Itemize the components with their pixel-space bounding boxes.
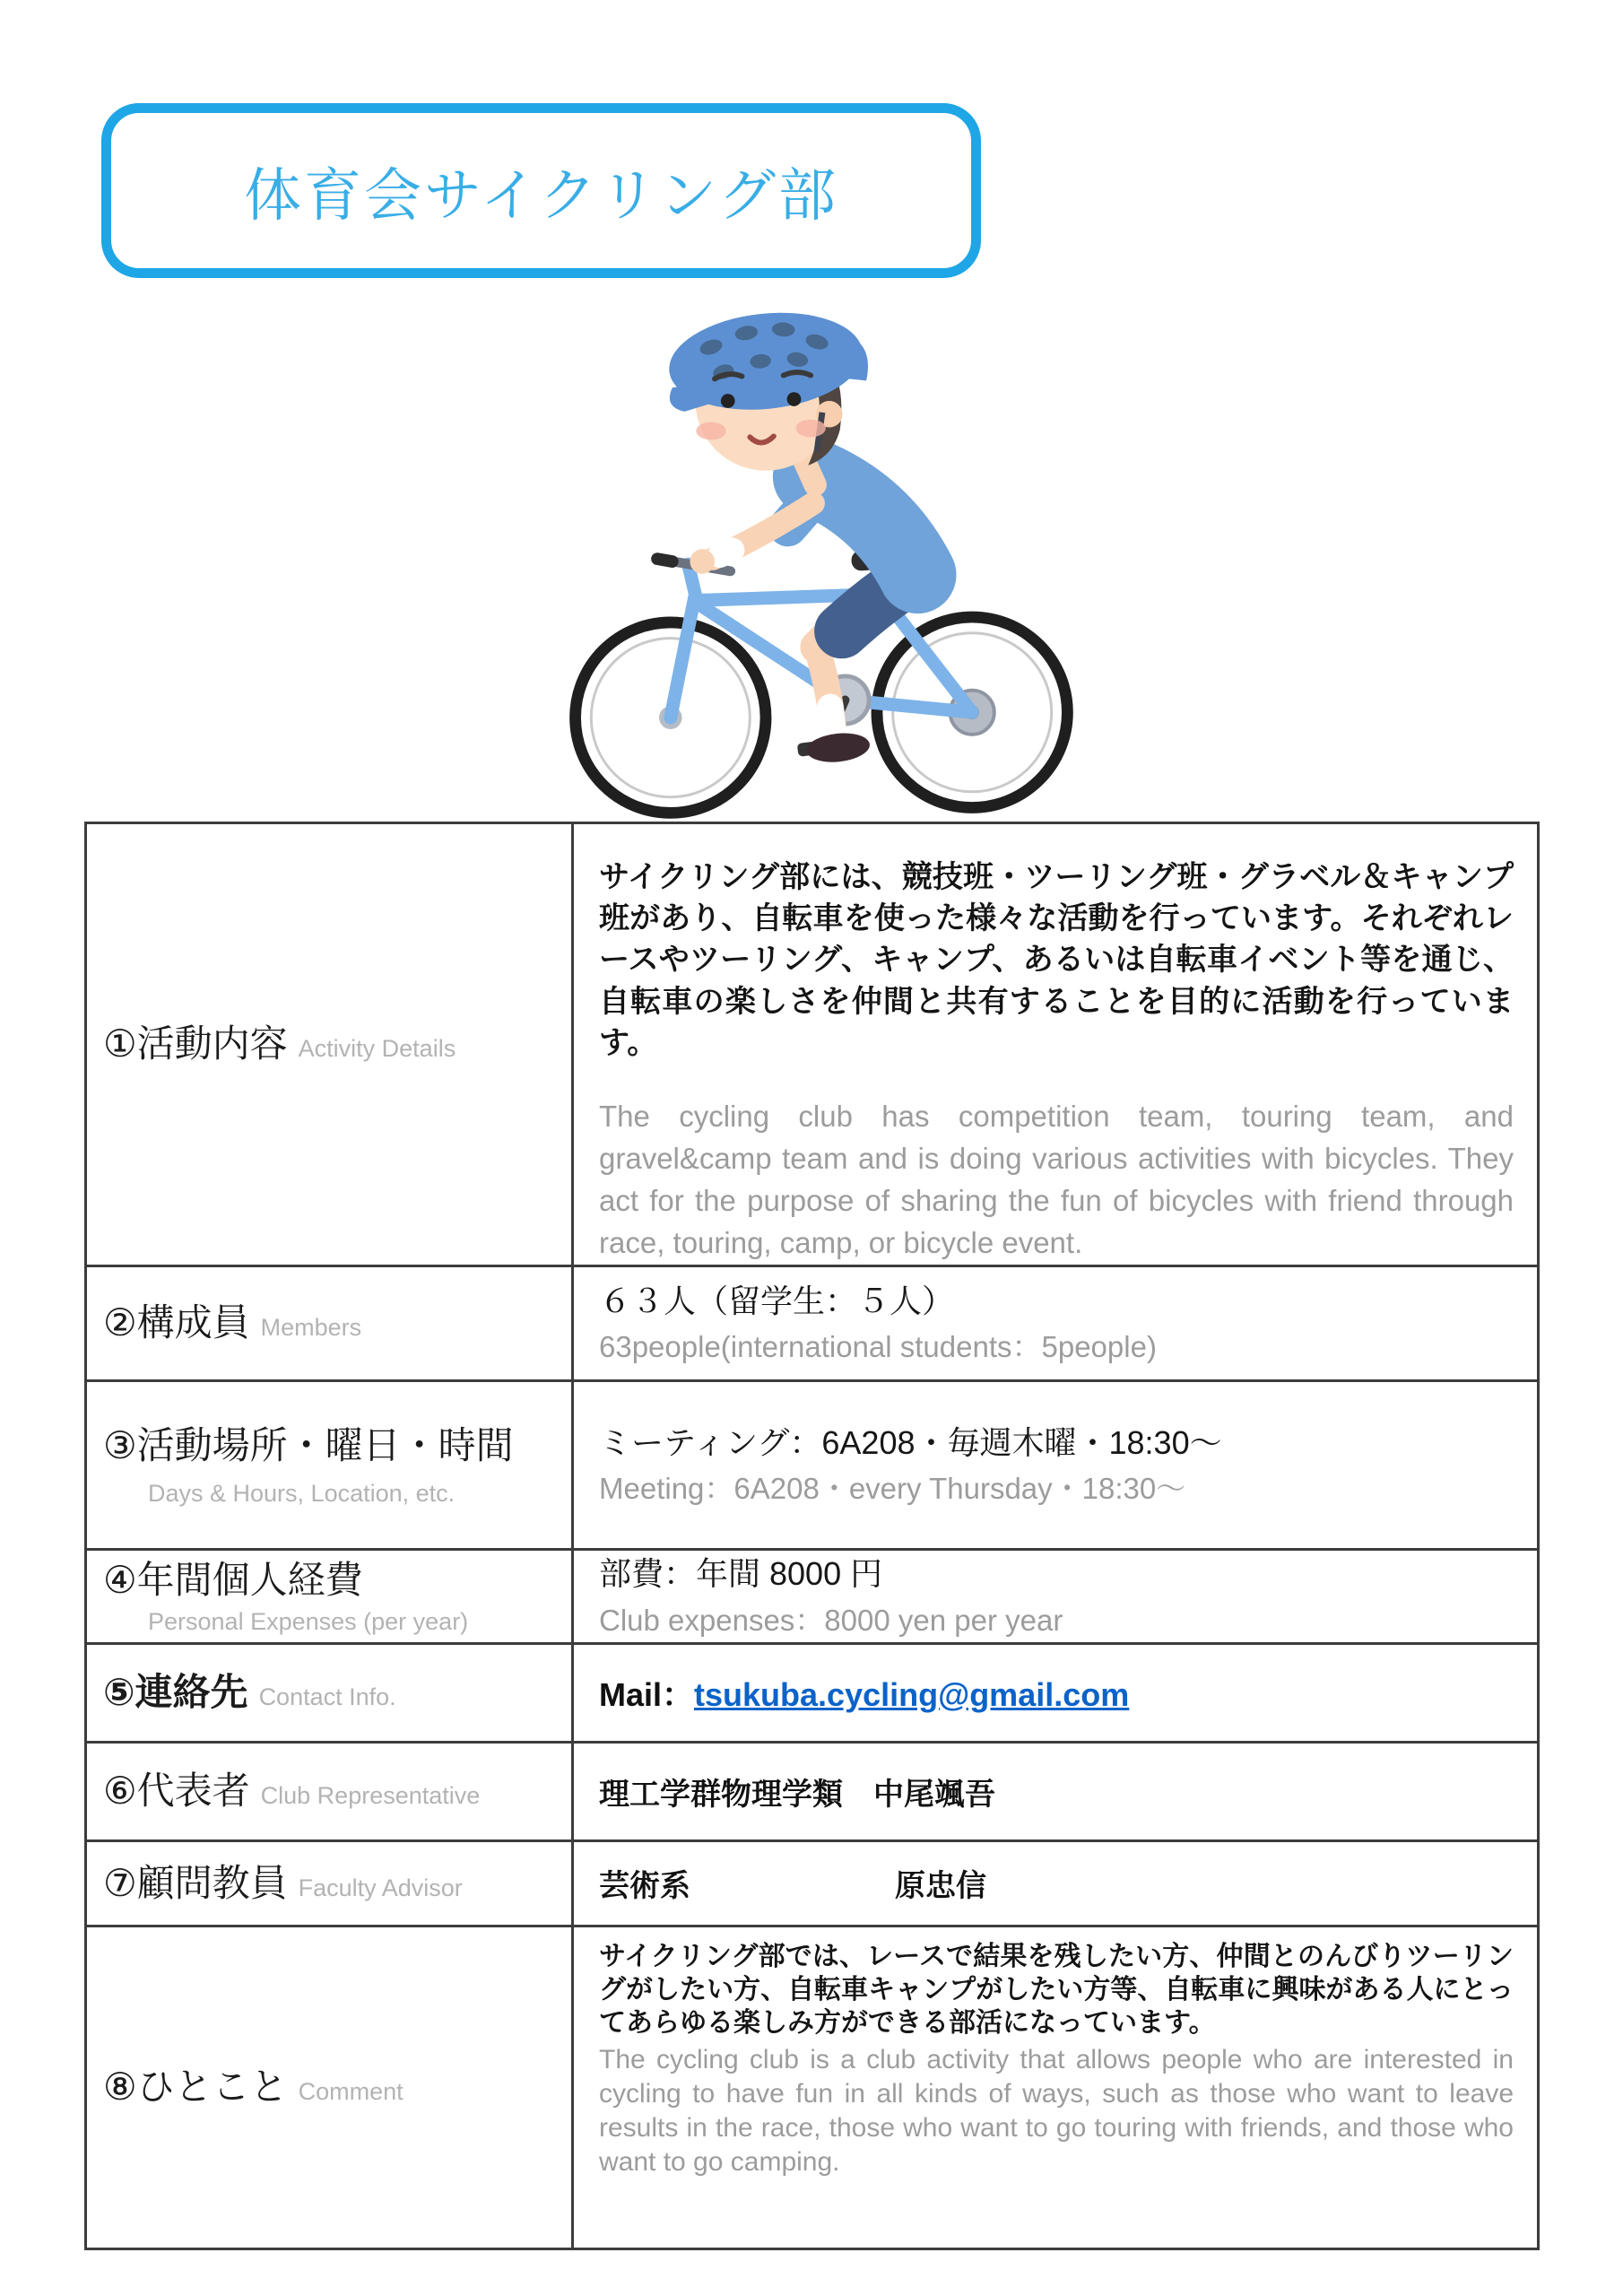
representative-name: 理工学群物理学類 中尾颯吾 — [599, 1777, 995, 1812]
expenses-jp: 部費：年間 8000 円 — [599, 1555, 883, 1592]
table-row-expenses — [86, 1549, 1539, 1643]
label-advisor-en: Faculty Advisor — [298, 1874, 463, 1901]
activity-text-jp: サイクリング部には、競技班・ツーリング班・グラベル＆キャンプ班があり、自転車を使った様々な活動を行っています。それぞれレースやツーリング、キャンプ、あるいは自転車イベント等を通じ、自転車の楽しさを仲間と共有することを目的に活動を行っています。 — [599, 860, 1514, 1060]
table-row-location — [86, 1380, 1539, 1549]
label-comment-en: Comment — [298, 2078, 404, 2106]
meeting-info-en: Meeting：6A208・every Thursday・18:30～ — [599, 1472, 1186, 1506]
comment-text-en: The cycling club is a club activity that allows people who are interested in cycling to have fun in all kinds of ways, such as those who want to leave results in the race, those who want to go touring with friends, and those who want to go camping. — [599, 2045, 1514, 2178]
rider-hand — [690, 549, 715, 574]
label-location-en: Days & Hours, Location, etc. — [148, 1480, 456, 1508]
advisor-affiliation: 芸術系 — [599, 1869, 690, 1904]
cyclist-illustration — [536, 296, 1105, 834]
label-members-en: Members — [260, 1314, 362, 1342]
label-activity-jp: ①活動内容 — [103, 1022, 288, 1065]
rider-sock — [830, 707, 833, 730]
row-label-expenses — [86, 1549, 573, 1643]
row-label-location — [86, 1380, 573, 1549]
expenses-en: Club expenses：8000 yen per year — [599, 1603, 1063, 1637]
row-content-representative — [573, 1742, 1539, 1840]
mail-link[interactable]: tsukuba.cycling@gmail.com — [694, 1675, 1130, 1713]
meeting-info-jp: ミーティング：6A208・毎週木曜・18:30～ — [599, 1423, 1222, 1461]
row-content-contact — [573, 1643, 1539, 1742]
activity-text-en: The cycling club has competition team, touring team, and gravel&camp team and is doing various activities with bicycles. They act for the purpose of sharing the fun of bicycles with friend through race, touring, camp, or bicycle event. — [599, 1100, 1514, 1259]
label-location-jp: ③活動場所・曜日・時間 — [103, 1423, 514, 1466]
label-contact-jp: ⑤連絡先 — [103, 1671, 248, 1714]
row-label-representative — [86, 1742, 573, 1840]
club-title-box — [101, 103, 981, 278]
table-row-activity — [86, 823, 1539, 1266]
row-content-expenses — [573, 1549, 1539, 1643]
row-content-members — [573, 1265, 1539, 1380]
table-row-advisor — [86, 1840, 1539, 1926]
label-expenses-en: Personal Expenses (per year) — [148, 1607, 469, 1635]
row-content-location — [573, 1380, 1539, 1549]
label-representative-jp: ⑥代表者 — [103, 1770, 250, 1813]
label-comment-jp: ⑧ひとこと — [103, 2066, 288, 2109]
mail-label: Mail： — [599, 1675, 695, 1713]
row-label-contact — [86, 1643, 573, 1742]
club-title: 体育会サイクリング部 — [244, 162, 838, 228]
row-label-members — [86, 1265, 573, 1380]
label-advisor-jp: ⑦顧問教員 — [103, 1861, 288, 1904]
row-content-comment — [573, 1926, 1539, 2248]
members-count-jp: ６３人（留学生：５人） — [599, 1282, 955, 1319]
cyclist-illustration-svg — [536, 296, 1105, 834]
label-representative-en: Club Representative — [260, 1782, 481, 1810]
table-row-representative — [86, 1742, 1539, 1840]
rider-shoe — [805, 730, 872, 765]
table-row-comment — [86, 1926, 1539, 2248]
club-info-table — [84, 822, 1540, 2250]
row-label-comment — [86, 1926, 573, 2248]
advisor-name: 原忠信 — [895, 1869, 986, 1904]
label-expenses-jp: ④年間個人経費 — [103, 1559, 363, 1602]
row-label-activity — [86, 823, 573, 1266]
rider-wristband — [720, 550, 733, 555]
table-row-contact — [86, 1643, 1539, 1742]
members-count-en: 63people(international students：5people) — [599, 1330, 1157, 1364]
label-members-jp: ②構成員 — [103, 1301, 250, 1344]
table-row-members — [86, 1265, 1539, 1380]
comment-text-jp: サイクリング部では、レースで結果を残したい方、仲間とのんびりツーリングがしたい方、自転車キャンプがしたい方等、自転車に興味がある人にとってあらゆる楽しみ方ができる部活になっています。 — [599, 1941, 1514, 2038]
label-contact-en: Contact Info. — [258, 1683, 396, 1711]
row-label-advisor — [86, 1840, 573, 1926]
row-content-activity — [573, 823, 1539, 1266]
label-activity-en: Activity Details — [298, 1035, 456, 1063]
row-content-advisor — [573, 1840, 1539, 1926]
